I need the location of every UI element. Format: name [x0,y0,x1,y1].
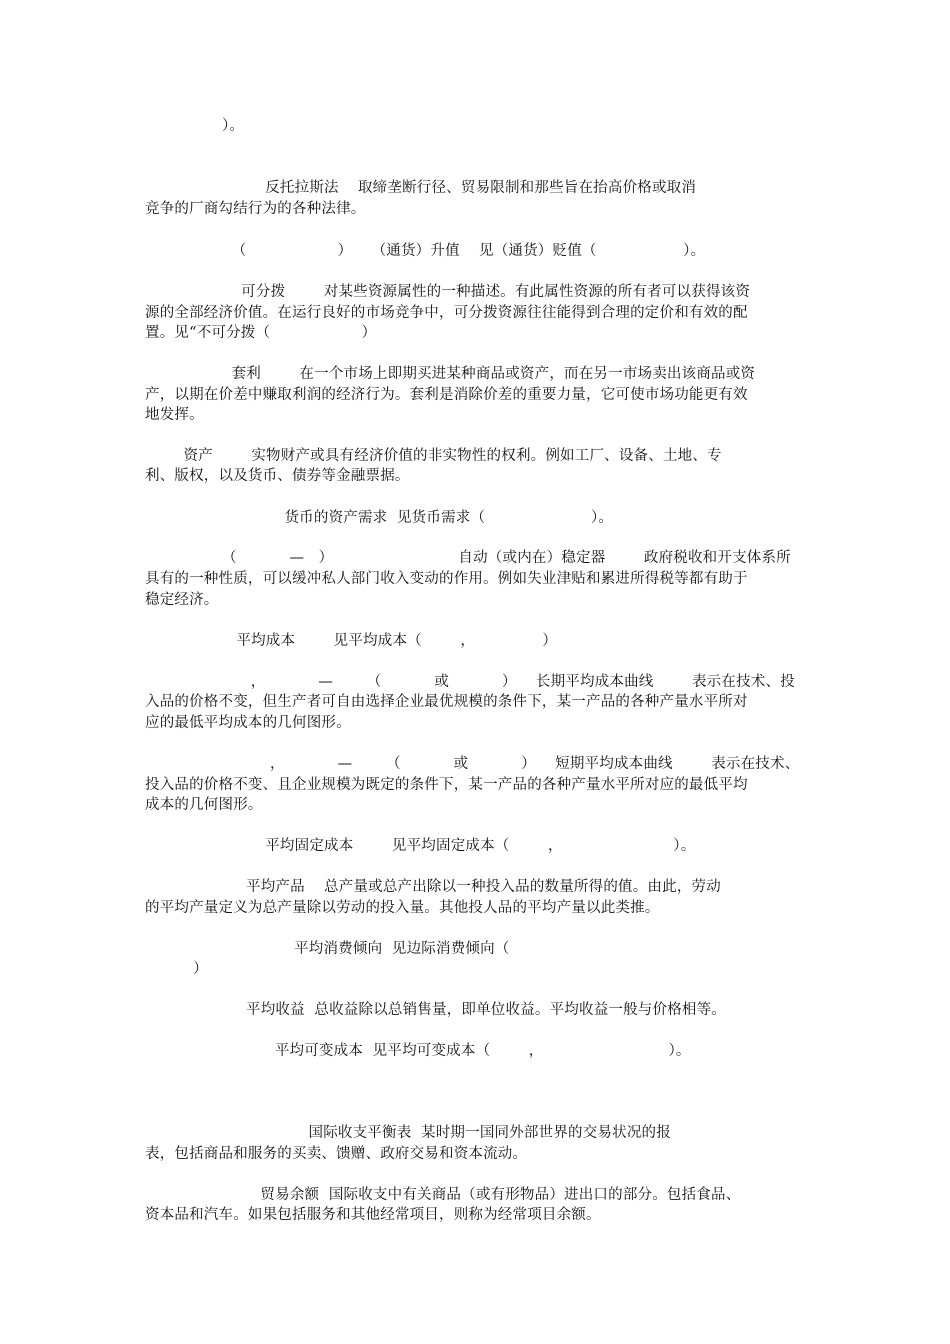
glossary-entry-appreciation: （ ） （通货）升值 见（通货）贬值（ ）。 [145,243,706,259]
text-line: 投入品的价格不变、且企业规模为既定的条件下，某一产品的各种产量水平所对应的最低平均 [145,777,748,793]
glossary-entry-average-product: 平均产品 总产量或总产出除以一种投入品的数量所得的值。由此，劳动 [145,879,721,895]
text-line: ）。 [145,118,245,134]
glossary-entry-trade-balance: 贸易余额 国际收支中有关商品（或有形物品）进出口的部分。包括食品、 [145,1187,741,1203]
glossary-entry-antitrust: 反托拉斯法 取缔垄断行径、贸易限制和那些旨在抬高价格或取消 [145,180,697,196]
glossary-entry-appropriable: 可分拨 对某些资源属性的一种描述。有此属性资源的所有者可以获得该资 [145,284,751,300]
text-line: 具有的一种性质，可以缓冲私人部门收入变动的作用。例如失业津贴和累进所得税等都有助于 [145,571,748,587]
glossary-entry-average-cost: 平均成本 见平均成本（ ， ） [145,633,558,649]
text-line: 地发挥。 [145,407,204,423]
glossary-entry-avc: 平均可变成本 见平均可变成本（ ， ）。 [145,1043,691,1059]
glossary-entry-apc: 平均消费倾向 见边际消费倾向（ [145,941,510,957]
glossary-entry-average-revenue: 平均收益 总收益除以总销售量，即单位收益。平均收益一般与价格相等。 [145,1002,727,1018]
text-line: 源的全部经济价值。在运行良好的市场竞争中，可分拨资源往往能得到合理的定价和有效的配 [145,305,748,321]
text-line: 利、版权，以及货币、债券等金融票据。 [145,468,410,484]
glossary-entry-afc: 平均固定成本 见平均固定成本（ ， ）。 [145,838,696,854]
text-line: 成本的几何图形。 [145,797,263,813]
glossary-entry-asset: 资产 实物财产或具有经济价值的非实物性的权利。例如工厂、设备、土地、专 [145,448,722,464]
text-line: 产，以期在价差中赚取利润的经济行为。套利是消除价差的重要力量，它可使市场功能更有效 [145,387,748,403]
text-line: 入品的价格不变，但生产者可自由选择企业最优规模的条件下，某一产品的各种产量水平所对 [145,694,748,710]
text-line: 的平均产量定义为总产量除以劳动的投入量。其他投人品的平均产量以此类推。 [145,900,660,916]
text-line: 应的最低平均成本的几何图形。 [145,715,351,731]
text-line: 竞争的厂商勾结行为的各种法律。 [145,201,366,217]
text-line: 置。见“不可分拨（ ） [145,325,377,341]
glossary-entry-srac: ， — （ 或 ） 短期平均成本曲线 表示在技术、 [145,756,800,772]
glossary-entry-asset-demand: 货币的资产需求 见货币需求（ ）。 [145,510,614,526]
text-line: ） [145,961,208,977]
text-line: 稳定经济。 [145,592,219,608]
text-line: 资本品和汽车。如果包括服务和其他经常项目，则称为经常项目余额。 [145,1207,601,1223]
text-line: 表，包括商品和服务的买卖、馈赠、政府交易和资本流动。 [145,1146,528,1162]
glossary-entry-lrac: ， — （ 或 ） 长期平均成本曲线 表示在技术、投 [145,674,795,690]
glossary-entry-bop: 国际收支平衡表 某时期一国同外部世界的交易状况的报 [145,1125,671,1141]
glossary-entry-arbitrage: 套利 在一个市场上即期买进某种商品或资产，而在另一市场卖出该商品或资 [145,366,756,382]
glossary-entry-stabilizer: （ — ） 自动（或内在）稳定器 政府税收和开支体系所 [145,550,791,566]
